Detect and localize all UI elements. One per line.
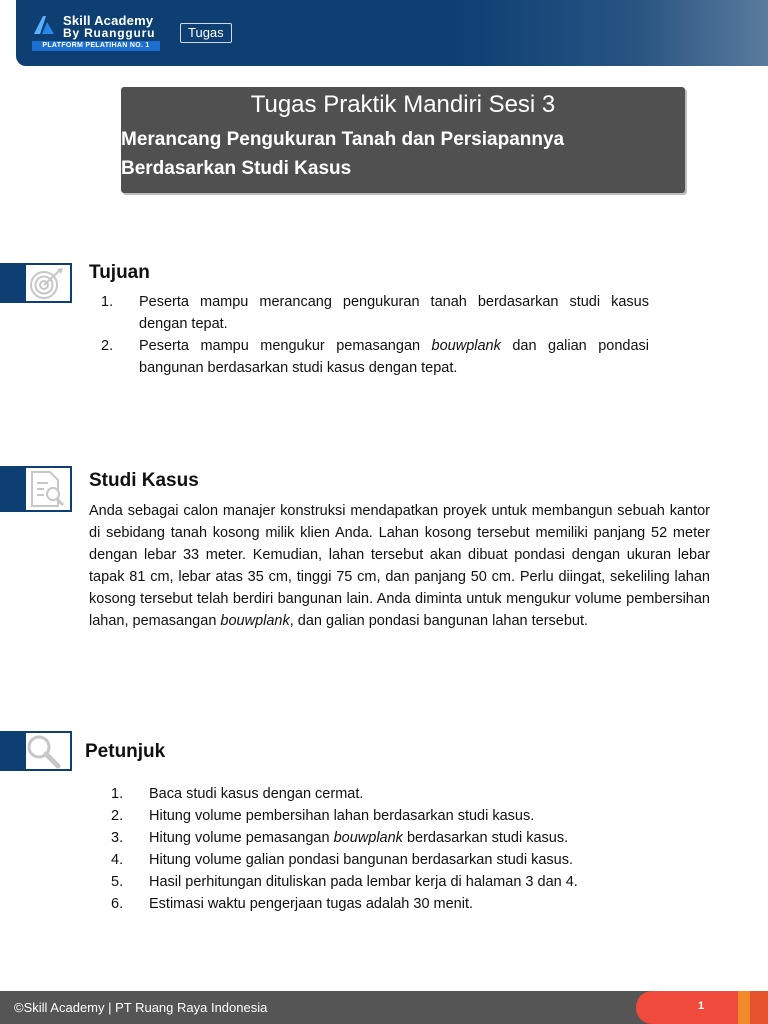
list-item: 2. Hitung volume pembersihan lahan berdasarkan studi kasus. xyxy=(111,808,535,824)
petunjuk-section-marker xyxy=(0,731,72,771)
footer-accent-end xyxy=(750,991,768,1024)
target-icon xyxy=(26,265,70,301)
title-box xyxy=(121,87,685,193)
document-search-icon xyxy=(26,468,70,510)
page-number: 1 xyxy=(698,1000,705,1012)
footer-copyright: ©Skill Academy | PT Ruang Raya Indonesia xyxy=(14,1000,268,1015)
document-title: Tugas Praktik Mandiri Sesi 3 xyxy=(250,91,556,118)
list-item: 5. Hasil perhitungan dituliskan pada lembar kerja di halaman 3 dan 4. xyxy=(111,874,578,890)
studi-kasus-section-marker xyxy=(0,466,72,512)
tujuan-section-marker xyxy=(0,263,72,303)
studi-kasus-heading: Studi Kasus xyxy=(89,470,199,491)
studi-kasus-paragraph: Anda sebagai calon manajer konstruksi mendapatkan proyek untuk membangun sebuah kantor di sebidang tanah kosong milik klien Anda. Lahan kosong tersebut memiliki panjang 52 meter dengan lebar 33 meter. Kemudian, lahan tersebut akan dibuat pondasi dengan ukuran lebar tapak 81 cm, lebar atas 35 cm, tinggi 75 cm, dan panjang 50 cm. Perlu diingat, sekeliling lahan kosong tersebut telah berdiri bangunan lain. Anda diminta untuk mengukur volume pembersihan lahan, pemasangan bouwplank, dan galian pondasi bangunan lahan tersebut. xyxy=(89,503,710,629)
brand-byline: By Ruangguru xyxy=(63,26,156,40)
tugas-chip: Tugas xyxy=(180,23,232,43)
brand-name: Skill Academy xyxy=(63,13,154,28)
skill-academy-logo-icon xyxy=(32,14,56,36)
tujuan-heading: Tujuan xyxy=(89,262,150,283)
list-item: 2. Peserta mampu mengukur pemasangan bouwplank dan galian pondasi bangunan berdasarkan studi kasus dengan tepat. xyxy=(101,338,649,376)
header-banner xyxy=(16,0,768,66)
list-item: 1. Peserta mampu merancang pengukuran tanah berdasarkan studi kasus dengan tepat. xyxy=(101,294,649,332)
brand-tagline: PLATFORM PELATIHAN NO. 1 xyxy=(32,41,160,51)
subtitle-line-1: Merancang Pengukuran Tanah dan Persiapannya xyxy=(121,129,565,150)
petunjuk-list xyxy=(111,783,671,915)
document-subtitle xyxy=(121,125,685,183)
subtitle-line-2: Berdasarkan Studi Kasus xyxy=(121,158,352,179)
list-item: 4. Hitung volume galian pondasi bangunan berdasarkan studi kasus. xyxy=(111,852,574,868)
list-item: 3. Hitung volume pemasangan bouwplank berdasarkan studi kasus. xyxy=(111,830,569,846)
petunjuk-heading: Petunjuk xyxy=(85,741,166,762)
magnifier-icon xyxy=(26,733,70,769)
tujuan-list xyxy=(101,291,649,379)
header-photo-shade xyxy=(452,0,768,66)
footer-accent-orange xyxy=(738,991,750,1024)
list-item: 1. Baca studi kasus dengan cermat. xyxy=(111,786,364,802)
footer-accent-red xyxy=(636,991,746,1024)
list-item: 6. Estimasi waktu pengerjaan tugas adalah 30 menit. xyxy=(111,896,474,912)
